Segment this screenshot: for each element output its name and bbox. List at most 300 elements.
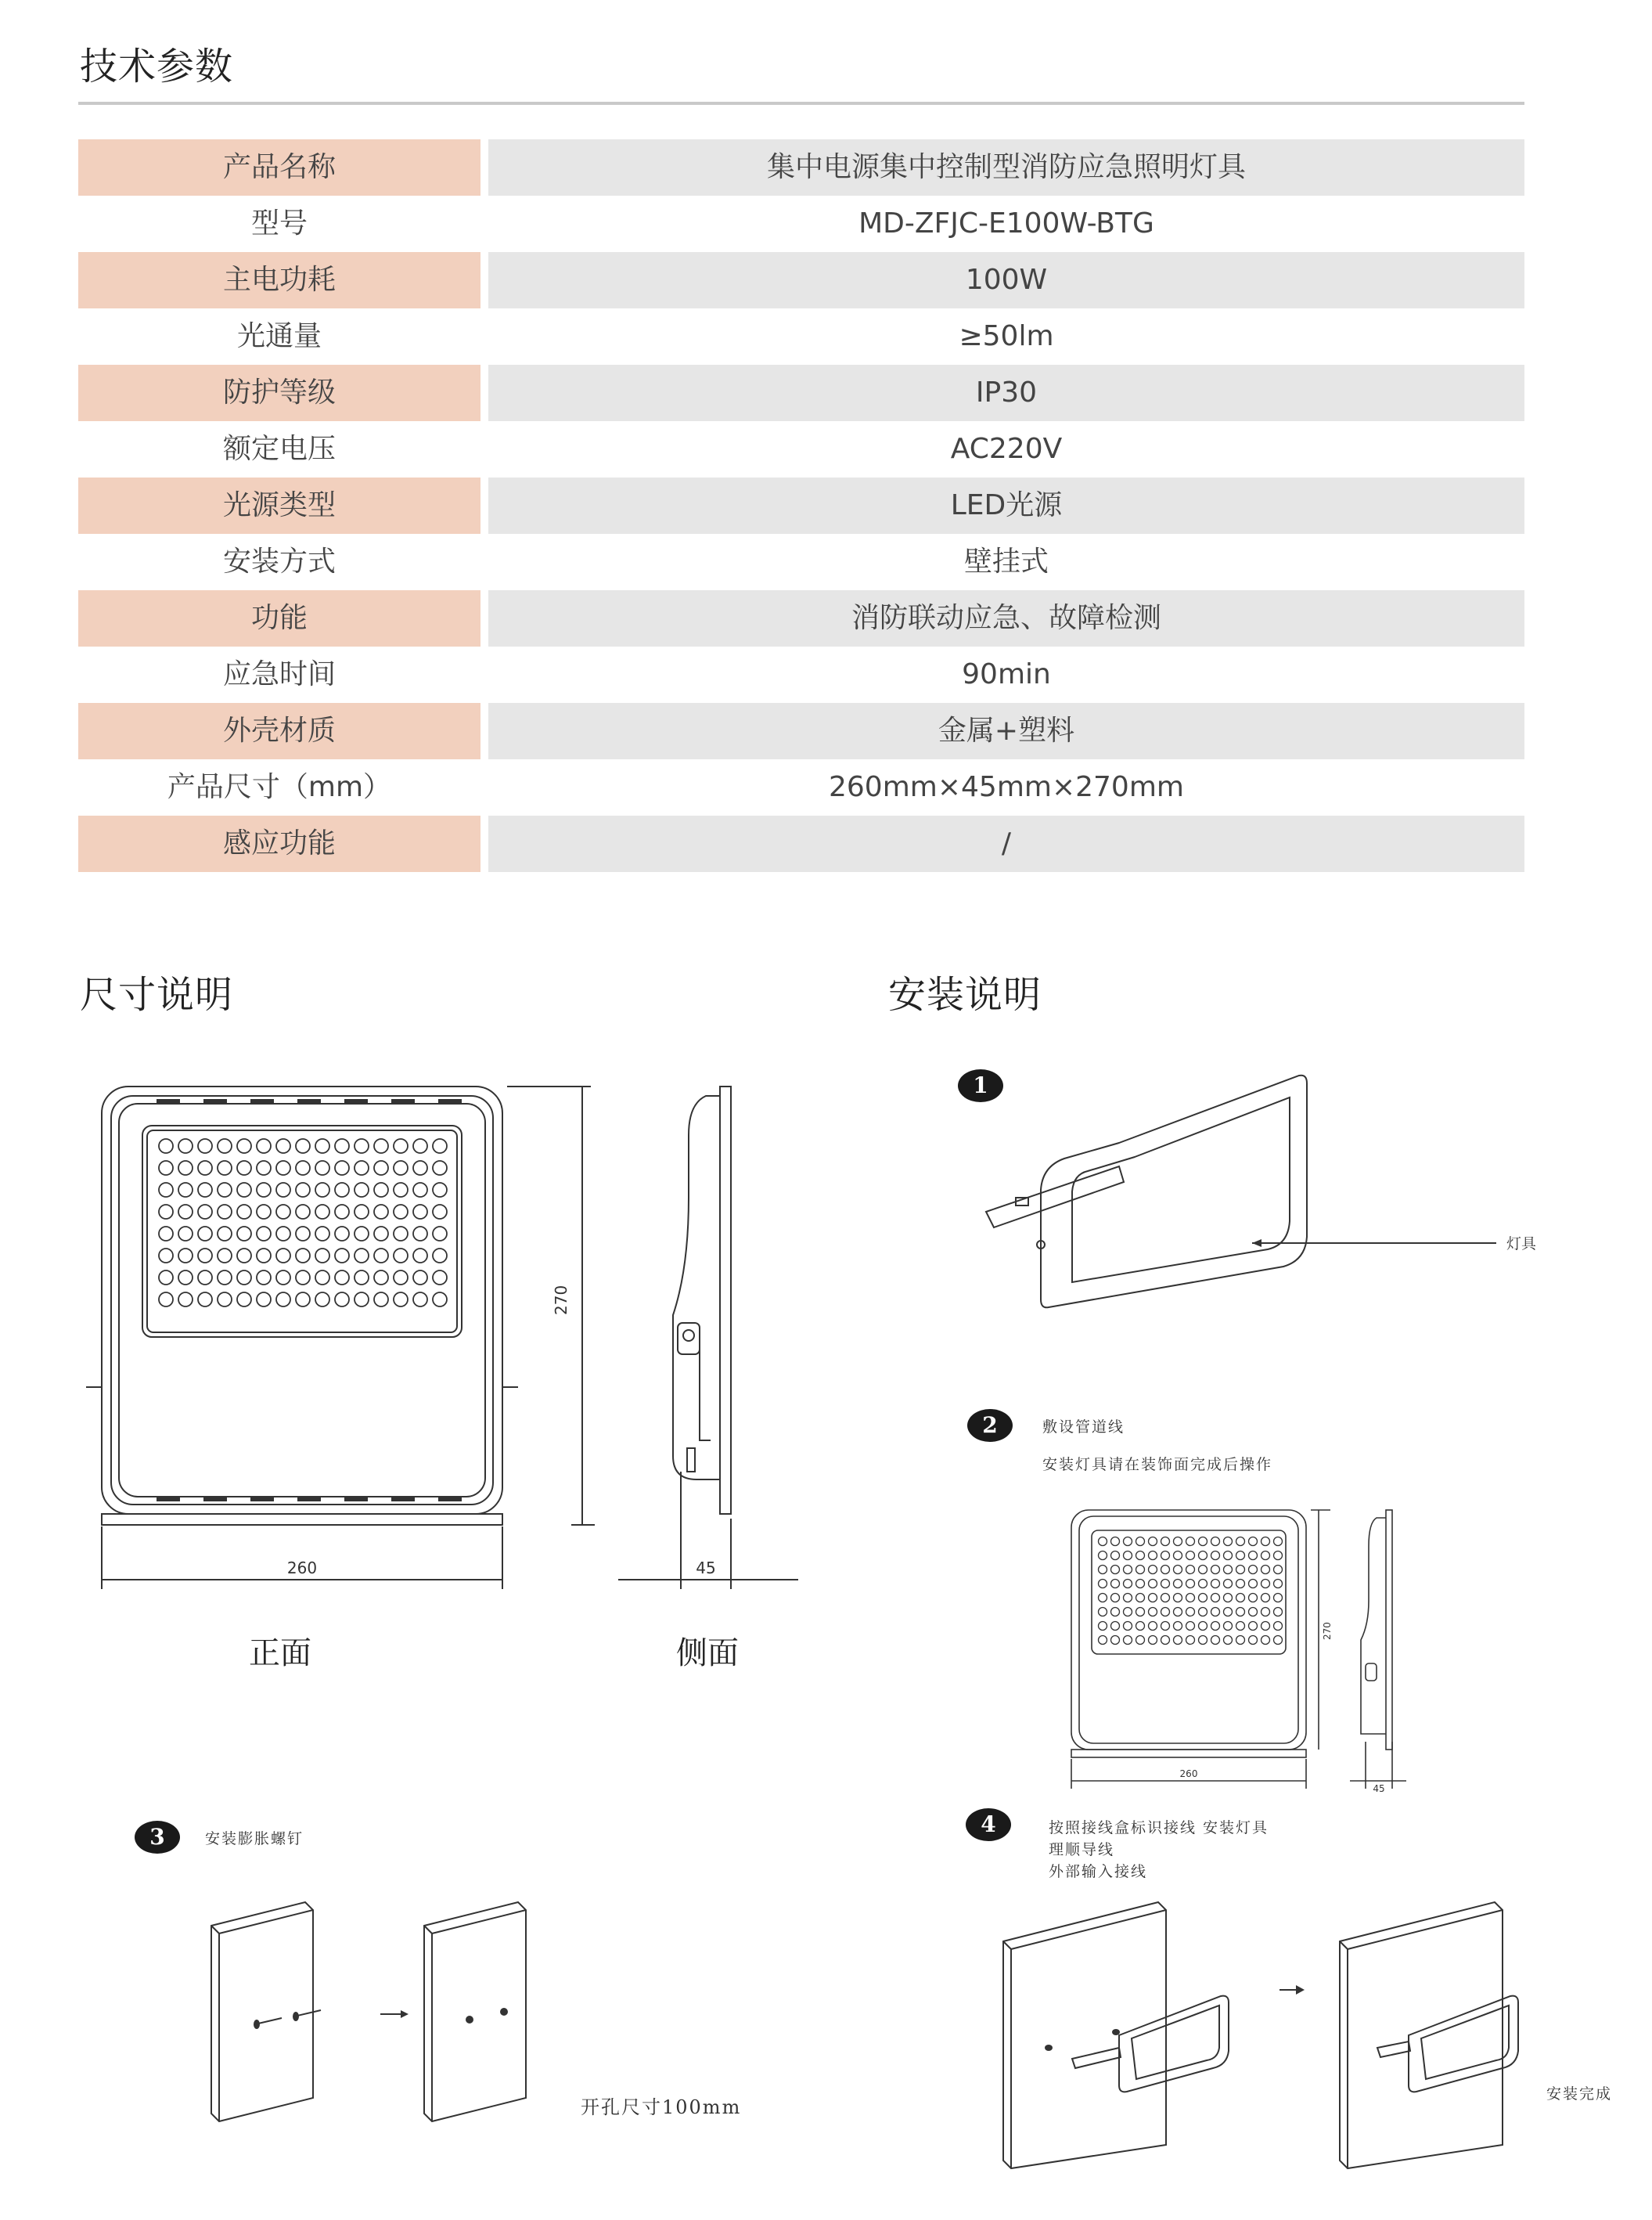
led-dot [1224,1608,1233,1616]
led-dot [218,1270,232,1285]
spec-label: 主电功耗 [78,252,480,308]
led-dot [218,1161,232,1175]
step2-height-label: 270 [1322,1622,1333,1640]
led-dot [1099,1636,1107,1645]
led-dot [1236,1537,1245,1546]
led-dot [1211,1580,1220,1588]
led-dot [355,1227,369,1241]
led-dot [374,1292,388,1306]
depth-dim-label: 45 [696,1559,716,1577]
spec-label: 安装方式 [222,546,336,578]
led-dot [355,1292,369,1306]
spec-value: LED光源 [488,478,1524,534]
led-dot [1199,1551,1208,1560]
led-dot [276,1139,290,1153]
led-dot [276,1249,290,1263]
led-dot [1224,1594,1233,1602]
spec-value: 壁挂式 [963,546,1049,578]
step3-hole-note: 开孔尺寸100mm [581,2096,742,2118]
spec-row [78,421,1524,478]
led-dot [159,1139,173,1153]
spec-label: 外壳材质 [78,703,480,759]
led-dot [374,1249,388,1263]
led-dot [1136,1551,1145,1560]
led-dot [1174,1608,1182,1616]
step1-drawing [978,1072,1542,1323]
led-dot [1199,1594,1208,1602]
step2-width-label: 260 [1179,1768,1198,1779]
led-dot [1274,1551,1283,1560]
led-dot [218,1183,232,1197]
led-dot [296,1249,310,1263]
spec-value: 90min [962,658,1051,690]
led-dot [1224,1636,1233,1645]
spec-value: / [488,816,1524,872]
led-dot [315,1227,329,1241]
led-dot [1236,1580,1245,1588]
led-dot [257,1249,271,1263]
led-dot [1274,1566,1283,1574]
led-dot [1161,1580,1170,1588]
step2-line1: 敷设管道线 [1042,1418,1125,1436]
led-dot [1174,1622,1182,1631]
led-dot [1261,1608,1270,1616]
led-dot [1174,1566,1182,1574]
led-dot [198,1183,212,1197]
spec-row [78,590,1524,647]
step3-badge: 3 [135,1821,180,1854]
led-dot [1099,1594,1107,1602]
led-dot [257,1183,271,1197]
led-dot [355,1183,369,1197]
spec-label: 产品尺寸（mm） [167,771,392,803]
led-dot [394,1227,408,1241]
spec-label: 功能 [78,590,480,647]
led-dot [159,1161,173,1175]
led-dot [1174,1551,1182,1560]
led-dot [1249,1551,1258,1560]
step2-badge: 2 [967,1409,1013,1442]
led-dot [1274,1580,1283,1588]
spec-label: 光通量 [236,320,322,352]
led-dot [198,1292,212,1306]
led-dot [1186,1622,1195,1631]
led-dot [296,1270,310,1285]
led-dot [1186,1537,1195,1546]
height-dimension [552,1080,618,1534]
led-dot [394,1249,408,1263]
led-dot [1161,1537,1170,1546]
led-dot [1161,1636,1170,1645]
led-dot [178,1183,193,1197]
led-dot [1149,1566,1157,1574]
led-dot [1249,1537,1258,1546]
spec-value: MD-ZFJC-E100W-BTG [858,207,1154,240]
led-dot [335,1227,349,1241]
led-dot [1124,1608,1132,1616]
led-dot [237,1249,251,1263]
led-dot [1136,1537,1145,1546]
led-dot [335,1270,349,1285]
led-dot [178,1227,193,1241]
led-dot [1274,1636,1283,1645]
led-dot [1249,1580,1258,1588]
led-dot [1211,1551,1220,1560]
led-dot [1149,1594,1157,1602]
led-dot [276,1161,290,1175]
led-dot [1249,1622,1258,1631]
led-dot [394,1161,408,1175]
led-dot [335,1161,349,1175]
led-dot [1236,1608,1245,1616]
led-dot [315,1161,329,1175]
spec-row [78,647,1524,703]
spec-label: 型号 [250,207,308,240]
front-caption: 正面 [249,1635,311,1671]
led-dot [413,1249,427,1263]
led-dot [159,1183,173,1197]
led-dot [257,1161,271,1175]
spec-value: 100W [488,252,1524,308]
led-dot [1199,1608,1208,1616]
led-dot [237,1270,251,1285]
led-dot [237,1292,251,1306]
led-dot [1249,1594,1258,1602]
led-dot [159,1227,173,1241]
led-dot [1136,1580,1145,1588]
led-dot [1249,1608,1258,1616]
led-dot [198,1139,212,1153]
step4-line2: 理顺导线 [1049,1841,1115,1858]
spec-row [78,139,1524,196]
spec-label: 防护等级 [78,365,480,421]
spec-row [78,196,1524,252]
led-dot [413,1183,427,1197]
led-dot [276,1292,290,1306]
led-dot [1111,1580,1120,1588]
spec-row [78,816,1524,872]
led-dot [315,1183,329,1197]
led-dot [1174,1594,1182,1602]
led-dot [1136,1622,1145,1631]
led-dot [237,1139,251,1153]
led-dot [1211,1636,1220,1645]
led-dot [1261,1566,1270,1574]
led-dot [1161,1608,1170,1616]
led-dot [1224,1622,1233,1631]
led-dot [1274,1594,1283,1602]
led-dot [374,1183,388,1197]
led-dot [159,1205,173,1219]
spec-value: 消防联动应急、故障检测 [488,590,1524,647]
led-dot [1274,1608,1283,1616]
led-dot [159,1270,173,1285]
spec-label: 感应功能 [78,816,480,872]
led-dot [335,1205,349,1219]
step3-drawing [203,1902,548,2137]
led-dot [413,1270,427,1285]
led-dot [178,1205,193,1219]
led-dot [237,1183,251,1197]
led-dot [1124,1551,1132,1560]
led-dot [237,1227,251,1241]
led-dot [374,1227,388,1241]
led-dot [257,1139,271,1153]
led-dot [1249,1566,1258,1574]
step2-side-drawing [1342,1507,1413,1797]
led-dot [335,1139,349,1153]
led-dot [1111,1594,1120,1602]
led-dot [198,1205,212,1219]
led-dot [1136,1566,1145,1574]
led-dot [1099,1566,1107,1574]
led-dot [159,1292,173,1306]
width-dim-label: 260 [286,1559,318,1577]
led-dot [1261,1622,1270,1631]
led-dot [1124,1580,1132,1588]
led-dot [1199,1580,1208,1588]
led-dot [1261,1594,1270,1602]
led-dot [276,1270,290,1285]
led-dot [1236,1566,1245,1574]
spec-value: 集中电源集中控制型消防应急照明灯具 [488,139,1524,196]
spec-value: 260mm×45mm×270mm [829,771,1184,803]
led-dot [296,1227,310,1241]
led-dot [1186,1594,1195,1602]
led-dot [178,1292,193,1306]
led-dot [1111,1608,1120,1616]
led-dot [178,1249,193,1263]
led-dot [178,1139,193,1153]
spec-label: 应急时间 [222,658,336,690]
side-caption: 侧面 [676,1635,739,1671]
led-dot [433,1249,447,1263]
led-dot [1236,1622,1245,1631]
led-dot [355,1270,369,1285]
led-dot [413,1161,427,1175]
step4-drawing [1002,1894,1565,2176]
led-dot [413,1227,427,1241]
spec-table [78,139,1524,872]
led-dot [335,1292,349,1306]
led-dot [1111,1551,1120,1560]
led-dot [374,1139,388,1153]
led-dot [1111,1537,1120,1546]
tech-params-title: 技术参数 [80,45,234,88]
led-dot [1149,1551,1157,1560]
led-dot [374,1205,388,1219]
led-dot [355,1205,369,1219]
led-dot [1211,1566,1220,1574]
spec-value: AC220V [950,433,1063,465]
led-dot [1236,1551,1245,1560]
led-dot [198,1249,212,1263]
led-dot [1199,1636,1208,1645]
led-dot [1161,1566,1170,1574]
led-dot [1124,1566,1132,1574]
led-dot [257,1292,271,1306]
spec-value: 金属+塑料 [488,703,1524,759]
led-dot [433,1292,447,1306]
led-dot [433,1161,447,1175]
led-dot [1236,1594,1245,1602]
led-dot [1124,1537,1132,1546]
led-dot [1211,1537,1220,1546]
led-dot [296,1183,310,1197]
led-dot [433,1227,447,1241]
led-dot [1136,1608,1145,1616]
led-dot [374,1270,388,1285]
step1-callout: 灯具 [1506,1235,1537,1252]
led-dot [296,1292,310,1306]
led-dot [1224,1537,1233,1546]
led-dot [1174,1636,1182,1645]
led-dot [1186,1551,1195,1560]
led-dot [1124,1594,1132,1602]
led-dot [218,1139,232,1153]
led-dot [394,1292,408,1306]
spec-value: IP30 [488,365,1524,421]
led-dot [1249,1636,1258,1645]
led-dot [1199,1566,1208,1574]
led-dot [1099,1537,1107,1546]
spec-label: 额定电压 [222,433,336,465]
led-dot [1149,1622,1157,1631]
led-dot [394,1139,408,1153]
led-dot [1149,1608,1157,1616]
step4-line3: 外部输入接线 [1049,1863,1148,1880]
spec-row [78,703,1524,759]
led-dot [1136,1594,1145,1602]
led-dot [335,1249,349,1263]
led-dot [413,1292,427,1306]
led-dot [394,1270,408,1285]
led-dot [218,1227,232,1241]
led-dot [296,1205,310,1219]
led-dot [1136,1636,1145,1645]
spec-row [78,365,1524,421]
spec-row [78,308,1524,365]
led-dot [1186,1608,1195,1616]
led-dot [159,1249,173,1263]
led-dot [1124,1636,1132,1645]
step2-depth-label: 45 [1373,1783,1385,1794]
led-dot [1186,1580,1195,1588]
led-dot [1211,1594,1220,1602]
led-dot [1149,1636,1157,1645]
led-dot [413,1139,427,1153]
led-dot [374,1161,388,1175]
led-dot [257,1227,271,1241]
led-dot [394,1205,408,1219]
led-dot [198,1227,212,1241]
led-dot [355,1139,369,1153]
led-dot [1174,1580,1182,1588]
spec-row [78,759,1524,816]
title-rule [78,102,1524,105]
spec-row [78,478,1524,534]
led-dot [178,1270,193,1285]
led-dot [1099,1580,1107,1588]
led-dot [1261,1537,1270,1546]
led-dot [1224,1566,1233,1574]
led-dot [1111,1622,1120,1631]
led-dot [355,1249,369,1263]
led-dot [276,1205,290,1219]
led-dot [1261,1580,1270,1588]
step4-badge: 4 [966,1808,1011,1841]
led-dot [1161,1551,1170,1560]
led-dot [1211,1608,1220,1616]
led-dot [1199,1622,1208,1631]
led-dot [1124,1622,1132,1631]
spec-label: 光源类型 [78,478,480,534]
led-dot [1224,1580,1233,1588]
led-dot [433,1139,447,1153]
side-view-drawing [618,1080,806,1597]
led-dot [198,1161,212,1175]
led-dot [1274,1537,1283,1546]
led-dot [1199,1537,1208,1546]
led-dot [335,1183,349,1197]
led-dot [1111,1566,1120,1574]
dimensions-title: 尺寸说明 [80,973,234,1017]
led-dot [315,1205,329,1219]
led-dot [296,1139,310,1153]
led-dot [315,1249,329,1263]
led-dot [1149,1580,1157,1588]
led-dot [257,1205,271,1219]
led-dot [1261,1551,1270,1560]
led-dot [315,1270,329,1285]
step1-badge: 1 [958,1069,1003,1102]
led-dot [1149,1537,1157,1546]
led-dot [296,1161,310,1175]
led-dot [433,1183,447,1197]
led-dot [237,1161,251,1175]
led-dot [257,1270,271,1285]
led-dot [433,1270,447,1285]
led-dot [1236,1636,1245,1645]
led-dot [1161,1594,1170,1602]
spec-row [78,534,1524,590]
installation-title: 安装说明 [888,973,1042,1017]
spec-label: 产品名称 [78,139,480,196]
spec-value: ≥50lm [959,320,1054,352]
led-dot [1186,1566,1195,1574]
led-dot [1099,1608,1107,1616]
step4-done: 安装完成 [1546,2085,1613,2103]
led-dot [1186,1636,1195,1645]
led-dot [413,1205,427,1219]
led-dot [1111,1636,1120,1645]
led-dot [1274,1622,1283,1631]
led-dot [237,1205,251,1219]
height-dim-label: 270 [552,1285,570,1315]
led-dot [1211,1622,1220,1631]
led-dot [178,1161,193,1175]
led-dot [355,1161,369,1175]
led-dot [1161,1622,1170,1631]
led-dot [315,1292,329,1306]
led-dot [315,1139,329,1153]
led-dot [276,1183,290,1197]
led-dot [1261,1636,1270,1645]
led-dot [433,1205,447,1219]
step2-line2: 安装灯具请在装饰面完成后操作 [1042,1456,1273,1473]
led-dot [1099,1551,1107,1560]
led-dot [218,1205,232,1219]
